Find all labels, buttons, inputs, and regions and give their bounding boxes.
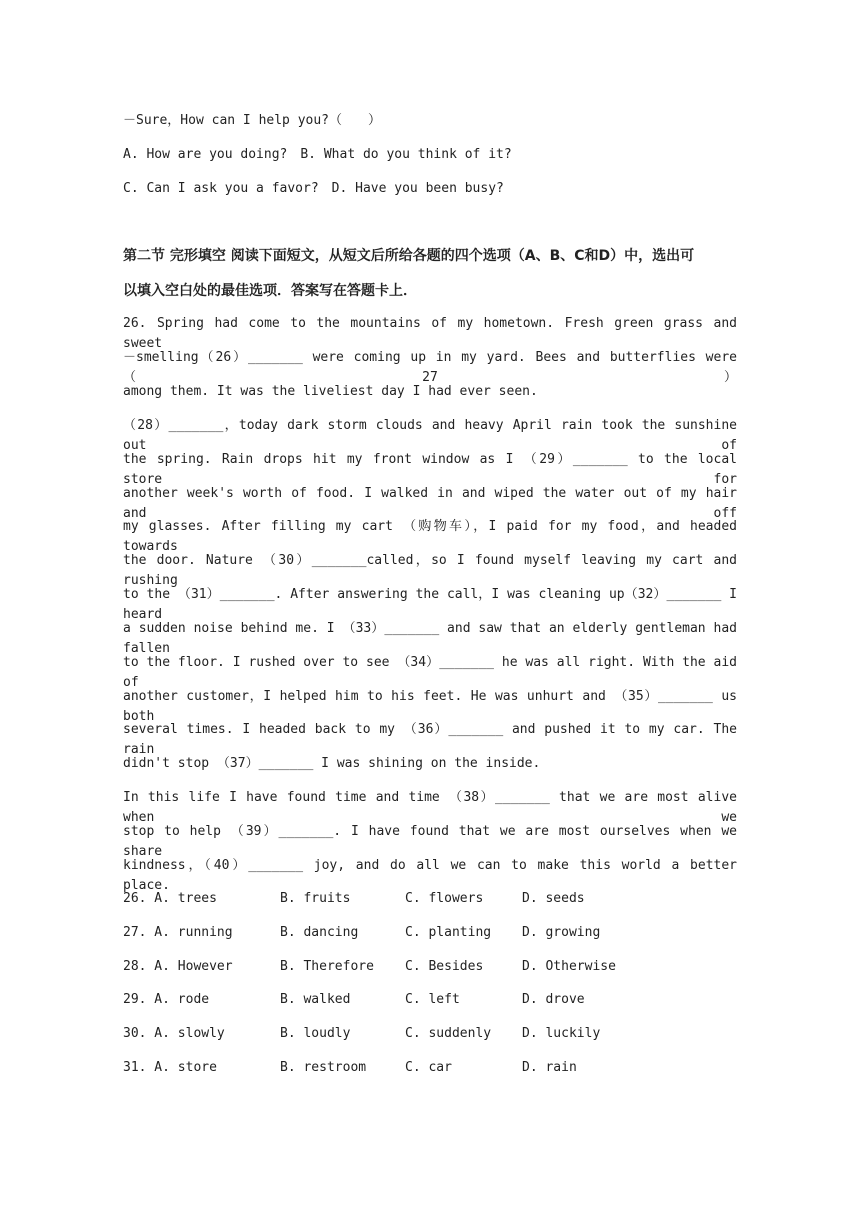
question-option-c: C. car [405, 1060, 452, 1075]
passage-line: to the （31）_______. After answering the call，I was cleaning up（32）_______ I heard [123, 587, 737, 622]
question-option-c: C. left [405, 992, 460, 1007]
section-heading-line-2: 以填入空白处的最佳选项．答案写在答题卡上． [123, 283, 417, 299]
passage-line: another customer，I helped him to his feet. He was unhurt and （35）_______ us both [123, 689, 737, 724]
question-option-a: 26. A. trees [123, 891, 217, 906]
passage-line: stop to help （39）_______. I have found that we are most ourselves when we share [123, 824, 737, 859]
question-option-a: 27. A. running [123, 925, 233, 940]
question-option-d: D. seeds [522, 891, 585, 906]
question-option-d: D. luckily [522, 1026, 601, 1041]
question-option-d: D. drove [522, 992, 585, 1007]
question-option-a: 28. A. However [123, 959, 233, 974]
question-option-c: C. Besides [405, 959, 484, 974]
question-option-a: 29. A. rode [123, 992, 210, 1007]
question-option-d: D. rain [522, 1060, 577, 1075]
question-option-b: B. loudly [280, 1026, 351, 1041]
passage-line: a sudden noise behind me. I （33）_______ and saw that an elderly gentleman had fallen [123, 621, 737, 656]
passage-line: the door. Nature （30）_______called，so I found myself leaving my cart and rushing [123, 553, 737, 588]
question-option-b: B. restroom [280, 1060, 367, 1075]
question-option-a: 30. A. slowly [123, 1026, 225, 1041]
section-heading-line-1: 第二节 完形填空 阅读下面短文，从短文后所给各题的四个选项（A、B、C和D）中，选出可 [123, 248, 695, 264]
passage-line: 26. Spring had come to the mountains of my hometown. Fresh green grass and sweet [123, 316, 737, 351]
dialogue-options-row-2: C. Can I ask you a favor? D. Have you been busy? [123, 181, 504, 196]
question-option-d: D. growing [522, 925, 601, 940]
question-option-d: D. Otherwise [522, 959, 616, 974]
passage-line: among them. It was the liveliest day I had ever seen. [123, 384, 538, 399]
question-option-c: C. flowers [405, 891, 484, 906]
passage-line: didn't stop （37）_______ I was shining on the inside. [123, 756, 541, 771]
question-option-b: B. walked [280, 992, 351, 1007]
passage-line: －smelling（26）_______ were coming up in my yard. Bees and butterflies were （27） [123, 350, 737, 385]
passage-line: my glasses. After filling my cart （购物车），I paid for my food，and headed towards [123, 519, 737, 554]
question-option-a: 31. A. store [123, 1060, 217, 1075]
dialogue-line: －Sure，How can I help you?（ ） [123, 113, 382, 128]
passage-line: to the floor. I rushed over to see （34）_______ he was all right. With the aid of [123, 655, 737, 690]
question-option-b: B. dancing [280, 925, 359, 940]
passage-line: several times. I headed back to my （36）_______ and pushed it to my car. The rain [123, 722, 737, 757]
question-option-c: C. planting [405, 925, 492, 940]
question-option-b: B. fruits [280, 891, 351, 906]
passage-line: kindness，（40）_______ joy, and do all we can to make this world a better place. [123, 858, 737, 893]
question-option-b: B. Therefore [280, 959, 374, 974]
passage-line: another week's worth of food. I walked in and wiped the water out of my hair and off [123, 486, 737, 521]
passage-line: （28）_______，today dark storm clouds and heavy April rain took the sunshine out of [123, 418, 737, 453]
dialogue-options-row-1: A. How are you doing? B. What do you think of it? [123, 147, 512, 162]
passage-line: In this life I have found time and time （38）_______ that we are most alive when we [123, 790, 737, 825]
passage-line: the spring. Rain drops hit my front window as I （29）_______ to the local store for [123, 452, 737, 487]
question-option-c: C. suddenly [405, 1026, 492, 1041]
